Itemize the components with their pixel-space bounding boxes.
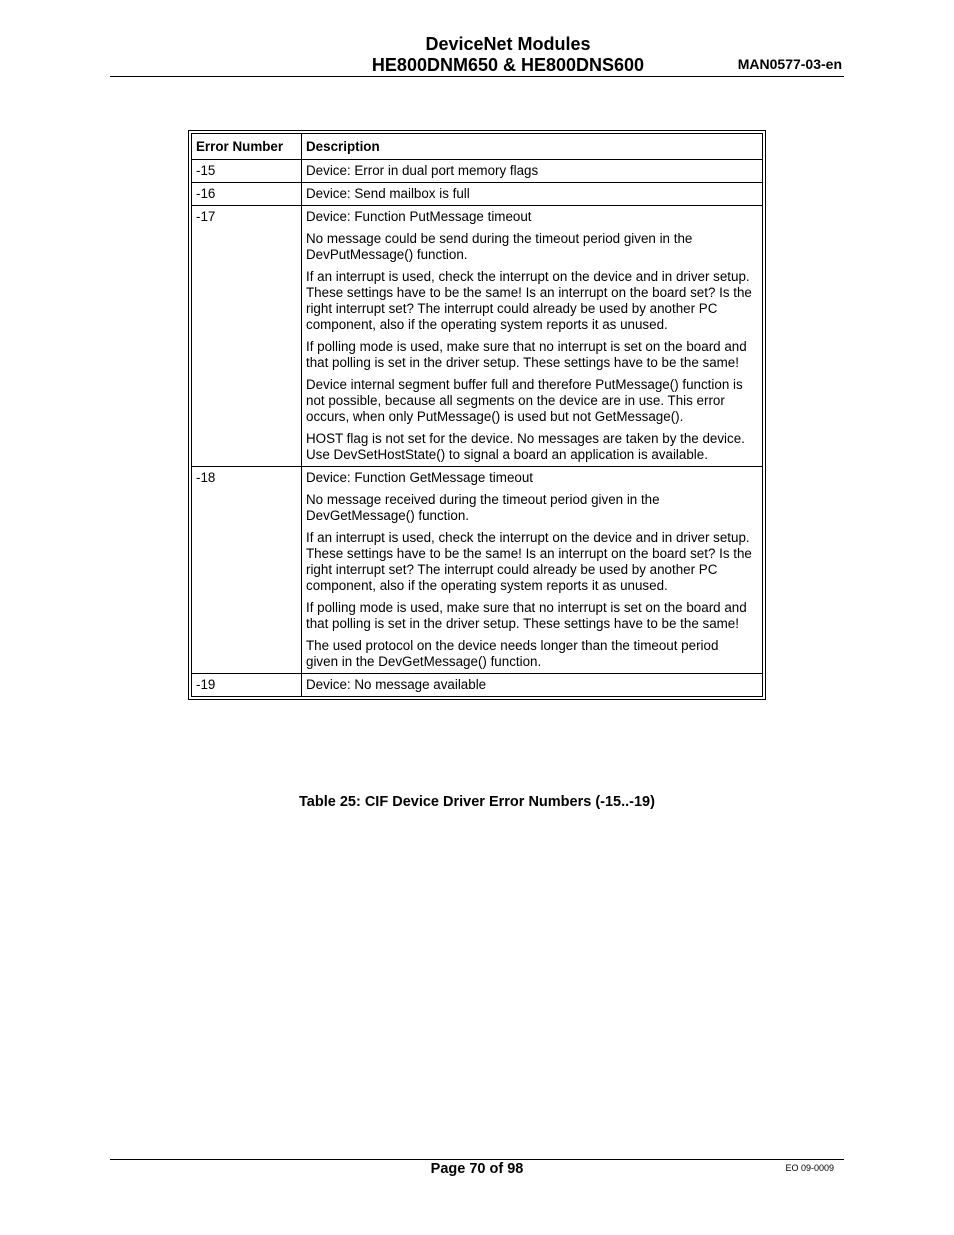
document-id: MAN0577-03-en (737, 56, 842, 72)
error-table (191, 133, 763, 697)
description-paragraph: If an interrupt is used, check the interrupt on the device and in driver setup. These settings have to be the same! Is an interrupt on the board set? Is the right interrupt set? The interrupt could already be used by another PC component, also if the operating system reports it as unused. (306, 269, 752, 332)
column-header-description: Description (302, 134, 763, 160)
table-row (192, 206, 763, 467)
description-paragraph: Device: Error in dual port memory flags (306, 163, 539, 178)
error-number-cell: -16 (192, 183, 302, 206)
description-paragraph: No message received during the timeout period given in the DevGetMessage() function. (306, 492, 660, 523)
description-cell (302, 467, 763, 674)
description-paragraph: If an interrupt is used, check the interrupt on the device and in driver setup. These settings have to be the same! Is an interrupt on the board set? Is the right interrupt set? The interrupt could already be used by another PC component, also if the operating system reports it as unused. (306, 530, 752, 593)
document-title-line1: DeviceNet Modules (425, 34, 591, 54)
description-paragraph: If polling mode is used, make sure that no interrupt is set on the board and that polling is set in the driver setup. These settings have to be the same! (306, 600, 747, 631)
error-number-cell: -19 (192, 674, 302, 697)
table-row (192, 674, 763, 697)
table-caption: Table 25: CIF Device Driver Error Numbers (-15..-19) (299, 794, 655, 810)
description-cell (302, 160, 763, 183)
page-number: Page 70 of 98 (430, 1161, 524, 1177)
error-number-cell: -17 (192, 206, 302, 467)
description-paragraph: Device: Function GetMessage timeout (306, 470, 534, 485)
document-title (340, 34, 676, 76)
description-cell (302, 206, 763, 467)
description-paragraph: Device: Function PutMessage timeout (306, 209, 532, 224)
error-number-cell: -15 (192, 160, 302, 183)
table-header-row (192, 134, 763, 160)
footer-divider (110, 1159, 844, 1160)
table-row (192, 467, 763, 674)
description-paragraph: No message could be send during the timeout period given in the DevPutMessage() function. (306, 231, 693, 262)
document-title-line2: HE800DNM650 & HE800DNS600 (371, 55, 645, 75)
table-row (192, 183, 763, 206)
table-body (192, 160, 763, 697)
description-paragraph: The used protocol on the device needs longer than the timeout period given in the DevGetMessage() function. (306, 638, 719, 669)
description-cell (302, 183, 763, 206)
table-row (192, 160, 763, 183)
column-header-error-number: Error Number (192, 134, 302, 160)
description-cell (302, 674, 763, 697)
header-divider (110, 76, 844, 77)
description-paragraph: HOST flag is not set for the device. No messages are taken by the device. Use DevSetHostState() to signal a board an application is available. (306, 431, 745, 462)
error-number-cell: -18 (192, 467, 302, 674)
description-paragraph: Device: No message available (306, 677, 487, 692)
error-table-frame (188, 130, 766, 700)
description-paragraph: Device: Send mailbox is full (306, 186, 470, 201)
description-paragraph: If polling mode is used, make sure that no interrupt is set on the board and that polling is set in the driver setup. These settings have to be the same! (306, 339, 747, 370)
description-paragraph: Device internal segment buffer full and therefore PutMessage() function is not possible, because all segments on the device are in use. This error occurs, when only PutMessage() is used but not GetMessage(). (306, 377, 743, 424)
eo-number: EO 09-0009 (785, 1163, 834, 1173)
